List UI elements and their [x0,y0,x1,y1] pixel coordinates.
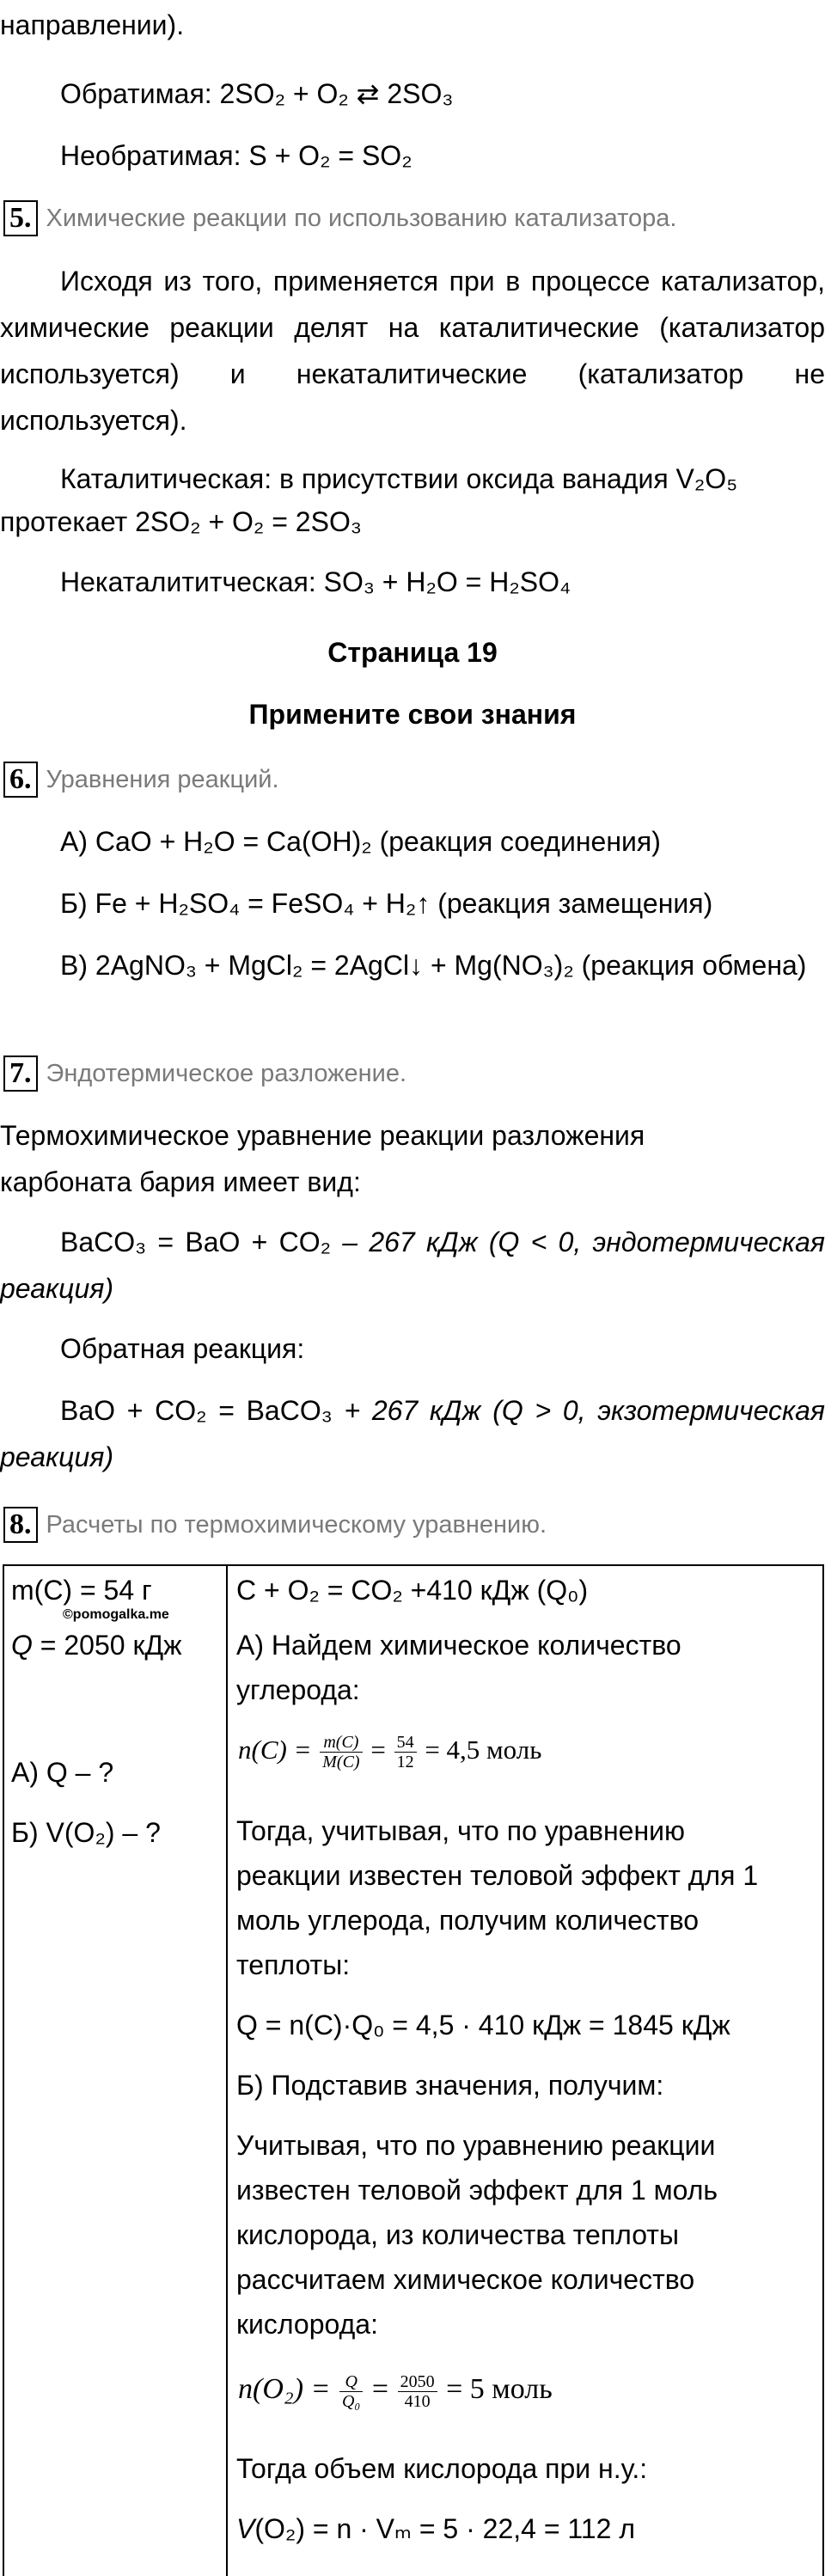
apply-heading: Примените свои знания [248,699,577,730]
irreversible-equation: S + O₂ = SO₂ [248,140,412,171]
then-line-1: Тогда, учитывая, что по уравнению [236,1815,685,1846]
section-5-number: 5. [3,200,38,236]
catalytic-line-1: Каталитическая: в присутствии оксида ванадия V₂O₅ [60,463,738,494]
step-a-line-2: углерода: [236,1674,360,1705]
then-line-2: реакции известен теловой эффект для 1 [236,1860,759,1891]
oxygen-line-2: известен теловой эффект для 1 моль [236,2175,718,2206]
section-6-title: Уравнения реакций. [46,765,279,793]
reaction-b: Б) Fe + H₂SO₄ = FeSO₄ + H₂↑ (реакция замещения) [60,888,713,919]
question-a: А) Q – ? [11,1757,114,1788]
oxygen-line-3: кислорода, из количества теплоты [236,2219,679,2250]
reverse-eq-italic: + 267 кДж (Q > 0, экзотермическая реакция) [0,1395,825,1472]
section-5-header [3,199,676,237]
decomposition-eq-italic: – 267 кДж (Q < 0, эндотермическая реакция) [0,1227,825,1304]
volume-formula: (O₂) = n · Vₘ = 5 · 22,4 = 112 л [254,2513,635,2544]
formula-n-carbon: n(C) = $\frac{m(C)}{M(C)}$ = $\frac{54}{12}$ = 4,5 моль [238,1733,542,1772]
section-5-title: Химические реакции по использованию катализатора. [46,204,677,232]
given-heat-value: = 2050 кДж [40,1630,182,1661]
section-7-header [3,1055,406,1092]
formula-n-carbon-lhs: n(C) = [238,1735,312,1765]
section-8-header [3,1506,547,1544]
reversible-equation: 2SO₂ + O₂ ⇄ 2SO₃ [219,78,454,109]
heat-calculation: Q = n(C)·Q₀ = 4,5 · 410 кДж = 1845 кДж [236,2010,730,2041]
volume-symbol: V [236,2513,255,2544]
combustion-equation: C + O₂ = CO₂ +410 кДж (Q₀) [236,1575,589,1606]
section-5-text: Исходя из того, применяется при в процессе катализатор, химические реакции делят на каталитические (катализатор используется) и некаталитические (катализатор не используется). [0,266,825,436]
noncatalytic-reaction: Некаталититческая: SO₃ + H₂O = H₂SO₄ [60,566,571,597]
section-8-number: 8. [3,1507,38,1543]
section-7-title: Эндотермическое разложение. [46,1059,407,1087]
irreversible-label: Необратимая: [60,140,241,171]
reversible-reaction [0,70,825,117]
question-b: Б) V(O₂) – ? [11,1817,161,1848]
reverse-equation [0,1387,825,1480]
irreversible-reaction [0,132,825,179]
catalytic-line-2: протекает 2SO₂ + O₂ = 2SO₃ [0,506,362,537]
table-divider [226,1566,228,2576]
then-line-4: теплоты: [236,1949,351,1980]
reverse-eq-plain: BaO + CO₂ = BaCO₃ [60,1395,333,1426]
section-6-number: 6. [3,762,38,798]
volume-calculation [236,2506,635,2551]
section-6-header [3,761,279,798]
decomposition-equation [0,1219,825,1312]
reaction-c: В) 2AgNO₃ + MgCl₂ = 2AgCl↓ + Mg(NO₃)₂ (реакция обмена) [60,950,807,981]
fraction-mass-over-molar: $\frac{m(C)}{M(C)}$ [320,1733,362,1771]
section-7-number: 7. [3,1055,38,1092]
volume-label: Тогда объем кислорода при н.у.: [236,2453,648,2484]
reversible-label: Обратимая: [60,78,212,109]
reverse-reaction-label: Обратная реакция: [60,1333,305,1364]
given-heat [11,1623,182,1667]
reaction-a: А) CaO + H₂O = Ca(OH)₂ (реакция соединения) [60,826,661,857]
oxygen-line-4: рассчитаем химическое количество [236,2264,695,2295]
intro-tail: направлении). [0,9,185,40]
oxygen-line-5: кислорода: [236,2309,378,2340]
step-b: Б) Подставив значения, получим: [236,2070,664,2101]
given-mass: m(C) = 54 г [11,1575,152,1606]
page-heading: Страница 19 [327,637,498,668]
section-8-title: Расчеты по термохимическому уравнению. [46,1510,547,1539]
formula-n-carbon-rhs: = 4,5 моль [425,1735,542,1765]
oxygen-line-1: Учитывая, что по уравнению реакции [236,2130,716,2161]
fraction-q-over-q0: $\frac{Q}{\text{Q₀}}$ [339,2372,363,2411]
fraction-2050-over-410: $\frac{2050}{410}$ [398,2372,437,2411]
decomposition-eq-plain: BaCO₃ = BaO + CO₂ [60,1227,332,1257]
step-a-line-1: А) Найдем химическое количество [236,1630,681,1661]
section-7-intro: Термохимическое уравнение реакции разложения карбоната бария имеет вид: [0,1120,645,1197]
given-heat-symbol: Q [11,1630,33,1661]
formula-n-oxygen-lhs: n(O₂) = [238,2373,331,2405]
formula-n-oxygen: n(O₂) = $\frac{Q}{\text{Q₀}}$ = $\frac{2050}{410}$ = 5 моль [238,2371,553,2411]
watermark: ©pomogalka.me [63,1607,169,1622]
then-line-3: моль углерода, получим количество [236,1905,699,1936]
formula-n-oxygen-rhs: = 5 моль [446,2373,553,2405]
fraction-54-over-12: $\frac{54}{12}$ [394,1733,417,1771]
solution-table [3,1564,824,2576]
